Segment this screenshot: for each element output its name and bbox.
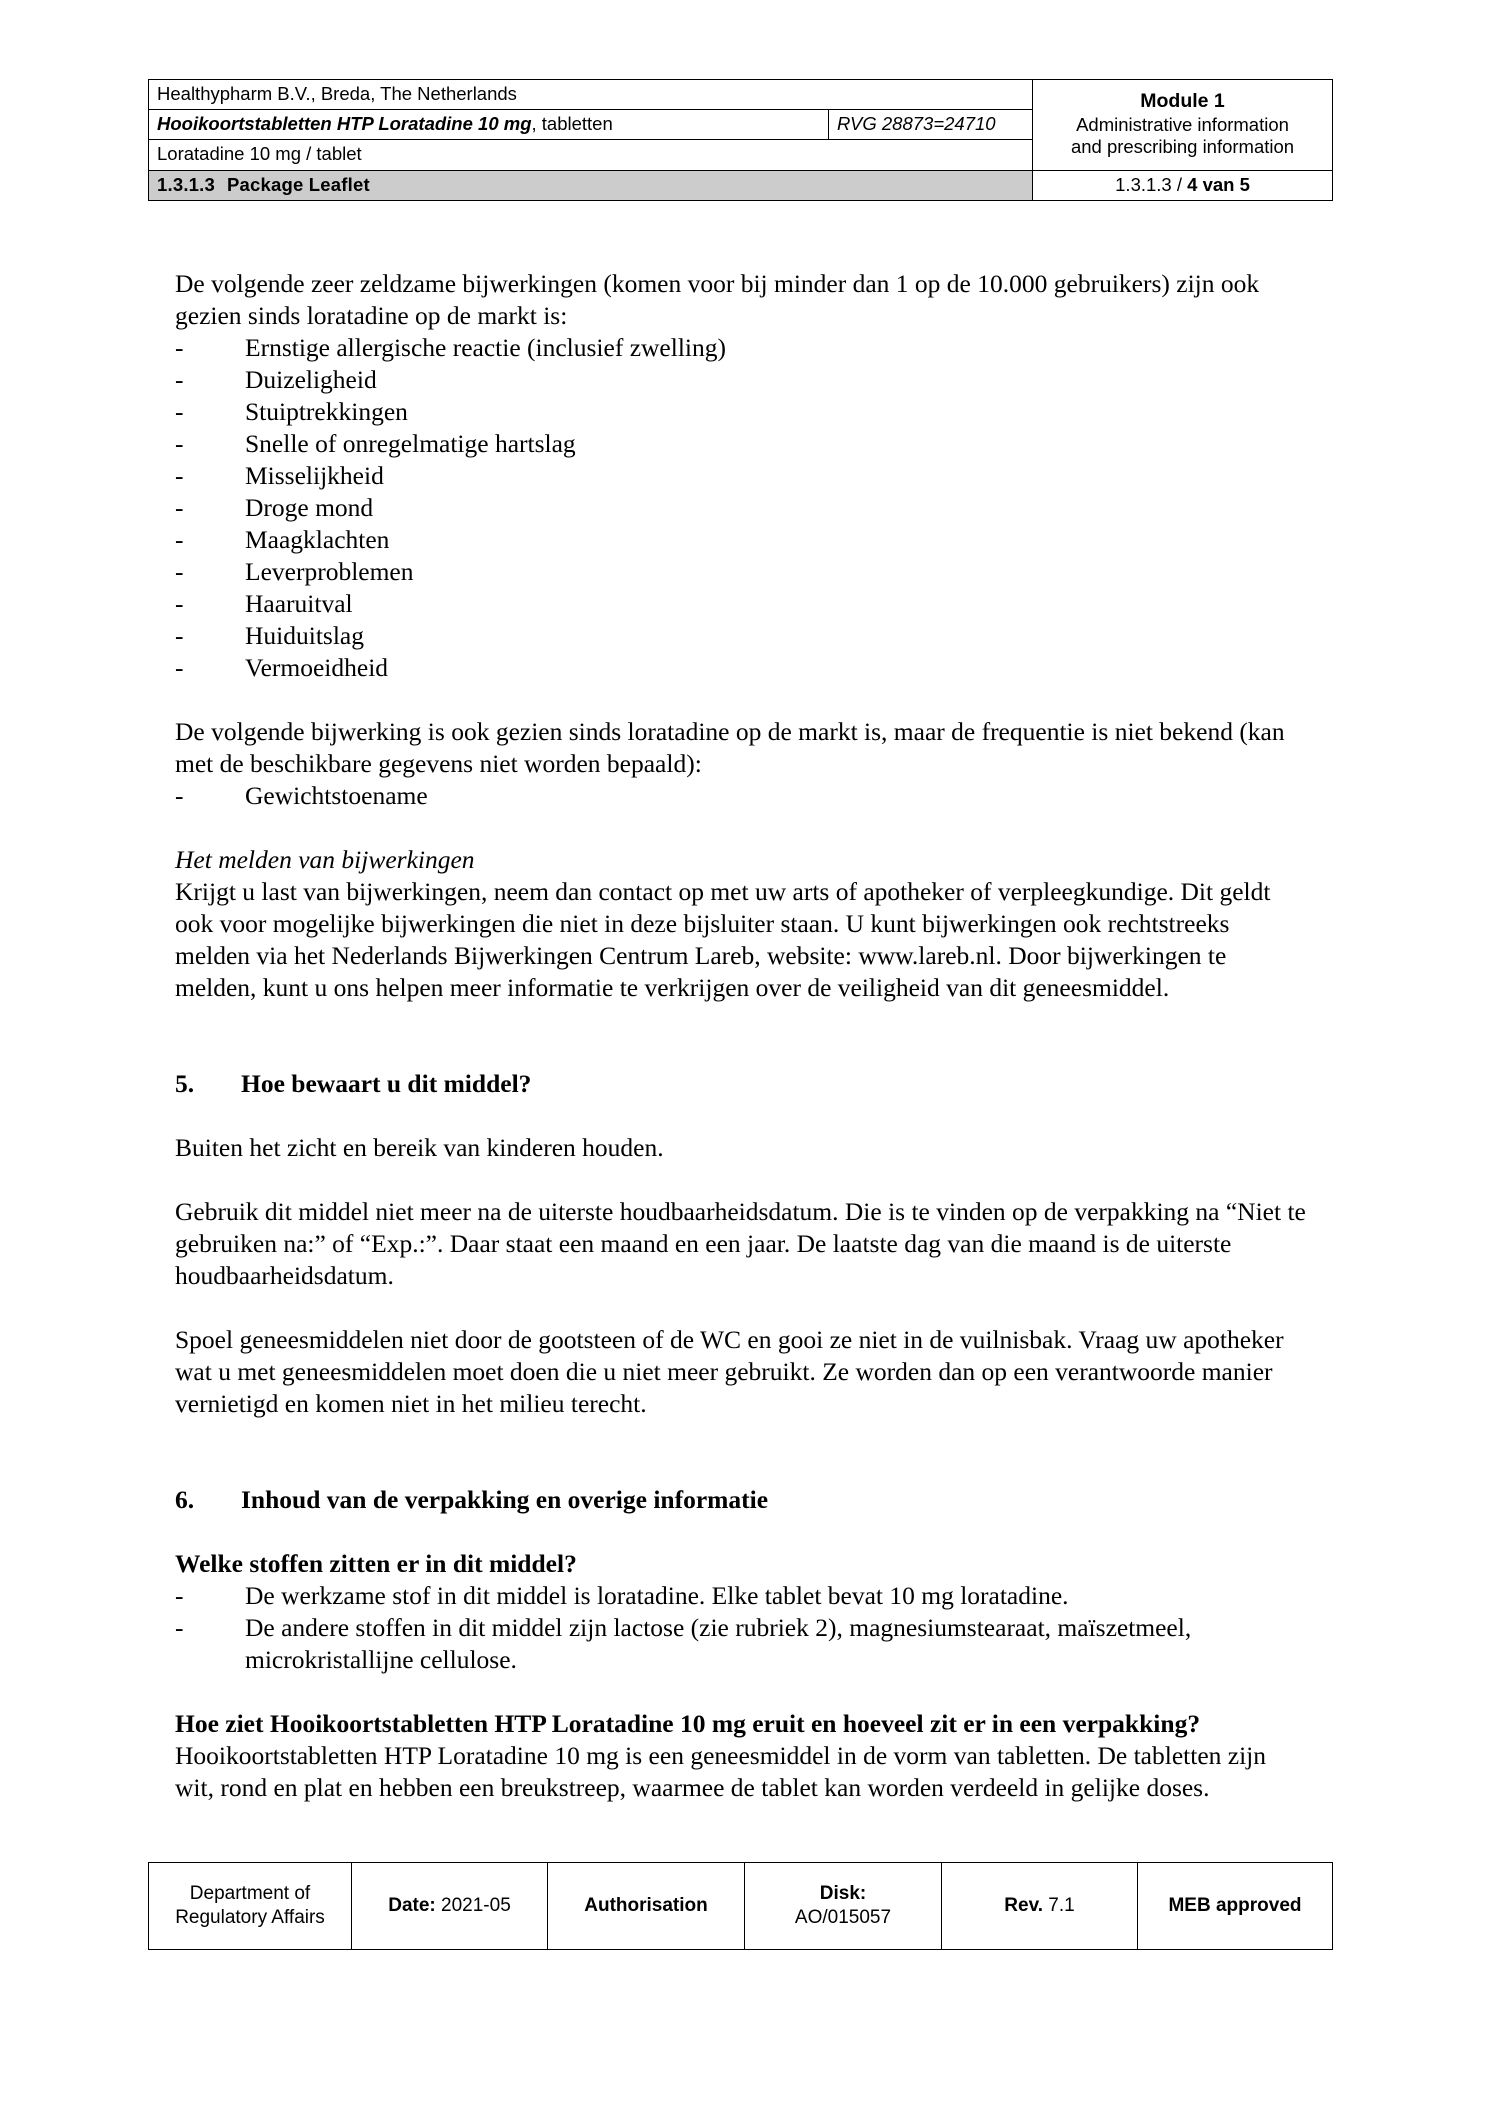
page-ref-count: 4 van 5: [1187, 173, 1250, 195]
section-6-title: Inhoud van de verpakking en overige informatie: [241, 1485, 769, 1514]
footer-rev-value: 7.1: [1048, 1895, 1075, 1917]
list-item: [175, 556, 1310, 588]
section-6-number: 6.: [175, 1485, 195, 1514]
list-item-label: Duizeligheid: [245, 365, 377, 394]
rare-side-effects-list: [175, 332, 1310, 684]
dash-bullet-icon: -: [175, 429, 184, 458]
appearance-heading: Hoe ziet Hooikoortstabletten HTP Loratadine 10 mg eruit en hoeveel zit er in een verpakking?: [175, 1709, 1201, 1738]
section-5-paragraph-1: Buiten het zicht en bereik van kinderen houden.: [175, 1133, 664, 1162]
footer-disk-cell: [745, 1863, 942, 1950]
module-line-2: and prescribing information: [1070, 135, 1295, 157]
section-6-heading: [175, 1484, 1310, 1516]
unknown-frequency-list: [175, 780, 1310, 812]
list-item-label: Huiduitslag: [245, 621, 364, 650]
ingredients-list: [175, 1580, 1310, 1676]
list-item-label: De werkzame stof in dit middel is loratadine. Elke tablet bevat 10 mg loratadine.: [245, 1581, 1069, 1610]
footer-department-line-1: Department of: [189, 1883, 311, 1905]
list-item: [175, 780, 1310, 812]
ingredients-heading: Welke stoffen zitten er in dit middel?: [175, 1549, 577, 1578]
header-row-company: [149, 80, 1333, 110]
list-item-label: Snelle of onregelmatige hartslag: [245, 429, 576, 458]
section-5-paragraph-3: Spoel geneesmiddelen niet door de gootsteen of de WC en gooi ze niet in de vuilnisbak. Vraag uw apotheker wat u met geneesmiddelen moet doen die u niet meer gebruikt. Ze worden dan op een verantwoorde manier vernietigd en komen niet in het milieu terecht.: [175, 1325, 1284, 1418]
list-item-label: Misselijkheid: [245, 461, 384, 490]
section-5-heading: [175, 1068, 1310, 1100]
list-item-label: De andere stoffen in dit middel zijn lactose (zie rubriek 2), magnesiumstearaat, maïszetmeel, microkristallijne cellulose.: [245, 1613, 1192, 1674]
dash-bullet-icon: -: [175, 365, 184, 394]
section-5-title: Hoe bewaart u dit middel?: [241, 1069, 532, 1098]
list-item: [175, 620, 1310, 652]
spacer: [175, 1004, 1310, 1036]
reporting-paragraph: Krijgt u last van bijwerkingen, neem dan contact op met uw arts of apotheker of verpleegkundige. Dit geldt ook voor mogelijke bijwerkingen die niet in deze bijsluiter staan. U kunt bijwerkingen ook rechtstreeks melden via het Nederlands Bijwerkingen Centrum Lareb, website: www.lareb.nl. Door bijwerkingen te melden, kunt u ons helpen meer informatie te verkrijgen over de veiligheid van dit geneesmiddel.: [175, 877, 1271, 1002]
dash-bullet-icon: -: [175, 781, 184, 810]
footer-date-cell: [352, 1863, 548, 1950]
spacer: [175, 1516, 1310, 1548]
footer-date-value: 2021-05: [441, 1895, 511, 1917]
header-product-name: [149, 110, 829, 140]
module-title: Module 1: [1140, 90, 1225, 113]
dash-bullet-icon: -: [175, 397, 184, 426]
page-ref-prefix: 1.3.1.3 /: [1115, 173, 1188, 195]
list-item: [175, 588, 1310, 620]
header-rvg-number: RVG 28873=24710: [829, 110, 1033, 140]
list-item: [175, 492, 1310, 524]
header-module-cell: [1033, 80, 1333, 171]
list-item: [175, 364, 1310, 396]
module-line-1: Administrative information: [1076, 113, 1289, 135]
footer-date-label: Date:: [388, 1895, 436, 1917]
dash-bullet-icon: -: [175, 333, 184, 362]
list-item: [175, 396, 1310, 428]
dash-bullet-icon: -: [175, 525, 184, 554]
reporting-heading: Het melden van bijwerkingen: [175, 845, 475, 874]
spacer: [175, 1100, 1310, 1132]
footer-revision-cell: [942, 1863, 1138, 1950]
list-item-label: Vermoeidheid: [245, 653, 389, 682]
unknown-frequency-paragraph: De volgende bijwerking is ook gezien sinds loratadine op de markt is, maar de frequentie is niet bekend (kan met de beschikbare gegevens niet worden bepaald):: [175, 717, 1285, 778]
spacer: [175, 1452, 1310, 1484]
list-item-label: Maagklachten: [245, 525, 390, 554]
product-name-bold: Hooikoortstabletten HTP Loratadine 10 mg: [157, 113, 532, 135]
header-company-name: Healthypharm B.V., Breda, The Netherlands: [149, 80, 1033, 110]
spacer: [175, 812, 1310, 844]
document-body: [175, 268, 1310, 1804]
header-strength: Loratadine 10 mg / tablet: [149, 140, 1033, 170]
list-item-label: Ernstige allergische reactie (inclusief zwelling): [245, 333, 726, 362]
section-5-paragraph-2: Gebruik dit middel niet meer na de uiterste houdbaarheidsdatum. Die is te vinden op de verpakking na “Niet te gebruiken na:” of “Exp.:”. Daar staat een maand en een jaar. De laatste dag van die maand is de uiterste houdbaarheidsdatum.: [175, 1197, 1306, 1290]
list-item: [175, 332, 1310, 364]
footer-authorisation-cell: [548, 1863, 745, 1950]
spacer: [175, 684, 1310, 716]
spacer: [175, 1036, 1310, 1068]
table-row: [149, 1863, 1333, 1950]
section-5-number: 5.: [175, 1069, 195, 1098]
header-page-reference: [1033, 170, 1333, 200]
dash-bullet-icon: -: [175, 589, 184, 618]
list-item-label: Leverproblemen: [245, 557, 414, 586]
footer-disk-label: Disk:: [819, 1883, 867, 1905]
list-item-label: Haaruitval: [245, 589, 353, 618]
list-item: [175, 524, 1310, 556]
footer-disk-value: AO/015057: [794, 1907, 892, 1928]
dash-bullet-icon: -: [175, 621, 184, 650]
spacer: [175, 1292, 1310, 1324]
leaflet-section-title: Package Leaflet: [226, 173, 370, 195]
appearance-paragraph: Hooikoortstabletten HTP Loratadine 10 mg is een geneesmiddel in de vorm van tabletten. De tabletten zijn wit, rond en plat en hebben een breukstreep, waarmee de tablet kan worden verdeeld in gelijke doses.: [175, 1741, 1266, 1802]
header-row-leaflet: [149, 170, 1333, 200]
list-item: [175, 1580, 1310, 1612]
list-item: [175, 652, 1310, 684]
spacer: [175, 1164, 1310, 1196]
intro-paragraph: De volgende zeer zeldzame bijwerkingen (komen voor bij minder dan 1 op de 10.000 gebruikers) zijn ook gezien sinds loratadine op de markt is:: [175, 269, 1260, 330]
dash-bullet-icon: -: [175, 653, 184, 682]
spacer: [175, 1420, 1310, 1452]
dash-bullet-icon: -: [175, 557, 184, 586]
footer-rev-label: Rev.: [1004, 1895, 1044, 1917]
list-item-label: Droge mond: [245, 493, 374, 522]
footer-meb-cell: [1138, 1863, 1333, 1950]
dash-bullet-icon: -: [175, 1581, 184, 1610]
header-leaflet-title-cell: [149, 170, 1033, 200]
dash-bullet-icon: -: [175, 493, 184, 522]
list-item: [175, 428, 1310, 460]
dash-bullet-icon: -: [175, 1613, 184, 1642]
dash-bullet-icon: -: [175, 461, 184, 490]
document-header-table: [148, 79, 1333, 201]
product-name-rest: , tabletten: [531, 113, 613, 135]
footer-department-cell: [149, 1863, 352, 1950]
list-item: [175, 460, 1310, 492]
footer-department-line-2: Regulatory Affairs: [175, 1907, 325, 1928]
list-item-label: Stuiptrekkingen: [245, 397, 408, 426]
spacer: [175, 1676, 1310, 1708]
document-footer-table: [148, 1862, 1333, 1950]
footer-meb-label: MEB approved: [1168, 1895, 1302, 1917]
footer-authorisation-label: Authorisation: [584, 1895, 708, 1917]
list-item: [175, 1612, 1310, 1676]
list-item-label: Gewichtstoename: [245, 781, 428, 810]
leaflet-section-number: 1.3.1.3: [157, 173, 215, 195]
